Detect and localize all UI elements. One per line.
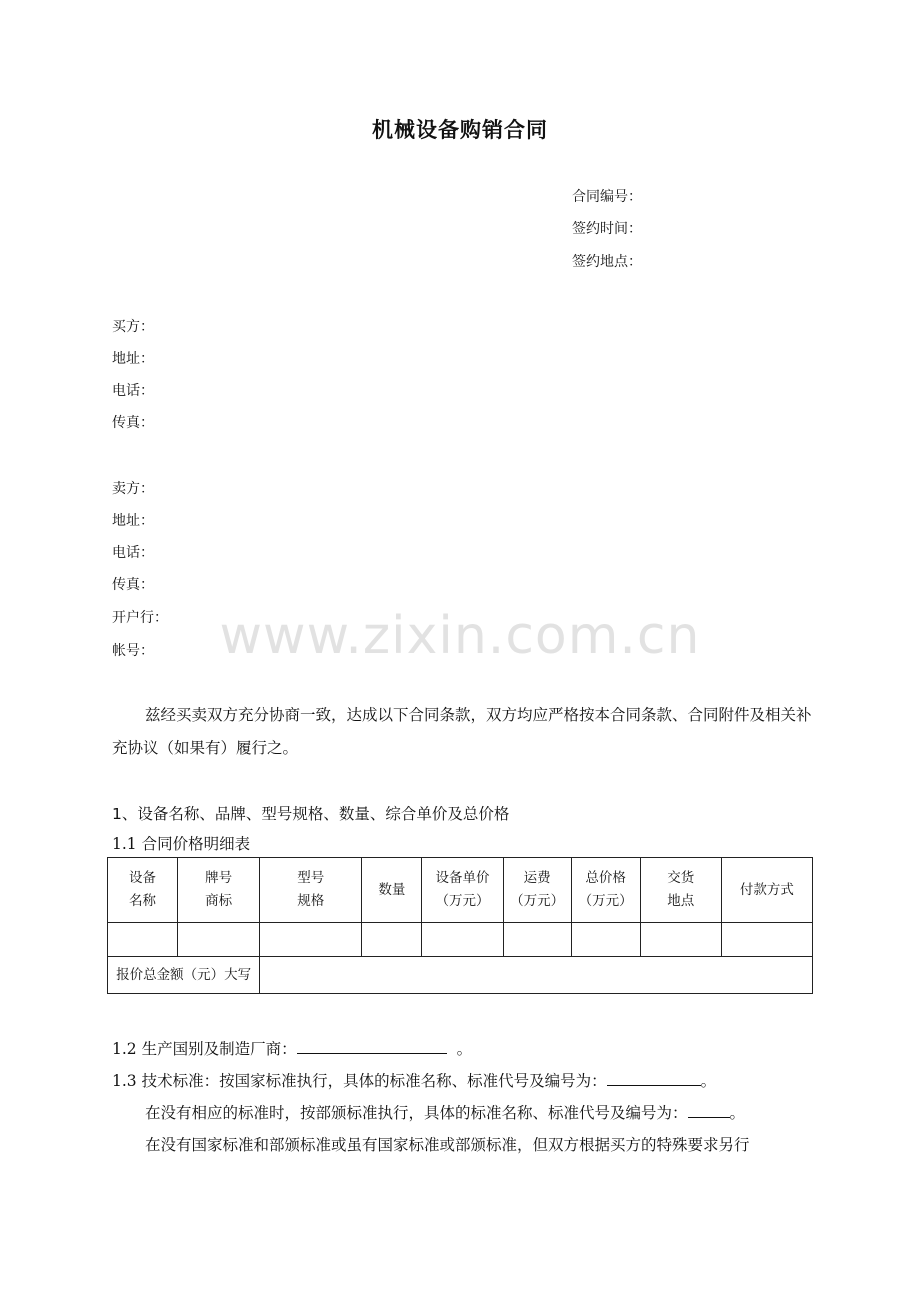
clause-1-2-text: 1.2 生产国别及制造厂商：	[112, 1040, 297, 1058]
seller-bank-label: 开户行：	[112, 610, 168, 626]
clause-1-3-line-2	[145, 1103, 745, 1123]
header-delivery-place: 交货 地点	[640, 858, 721, 923]
clause-1-3-text: 1.3 技术标准：按国家标准执行，具体的标准名称、标准代号及编号为：	[112, 1072, 607, 1090]
clause-1-3-line-2-text: 在没有相应的标准时，按部颁标准执行，具体的标准名称、标准代号及编号为：	[145, 1104, 688, 1122]
manufacturer-blank[interactable]	[297, 1039, 447, 1054]
intro-paragraph: 兹经买卖双方充分协商一致，达成以下合同条款，双方均应严格按本合同条款、合同附件及相关补充协议（如果有）履行之。	[112, 706, 812, 757]
header-equipment-name: 设备 名称	[108, 858, 178, 923]
buyer-name-label: 买方：	[112, 319, 154, 335]
sign-place-label: 签约地点：	[572, 254, 642, 270]
ministry-standard-blank[interactable]	[688, 1103, 730, 1118]
seller-name-label: 卖方：	[112, 481, 154, 497]
table-cell[interactable]	[422, 923, 503, 957]
table-cell[interactable]	[571, 923, 640, 957]
buyer-phone-label: 电话：	[112, 383, 154, 399]
table-cell[interactable]	[721, 923, 812, 957]
table-cell[interactable]	[108, 923, 178, 957]
header-model: 型号 规格	[260, 858, 362, 923]
table-cell[interactable]	[640, 923, 721, 957]
clause-1-2-end: 。	[456, 1040, 473, 1058]
buyer-fax-label: 传真：	[112, 415, 154, 431]
total-amount-label: 报价总金额（元）大写	[108, 957, 260, 994]
section-1-heading: 1、设备名称、品牌、型号规格、数量、综合单价及总价格	[112, 805, 510, 823]
clause-1-3-end: 。	[700, 1072, 717, 1090]
header-unit-price: 设备单价 （万元）	[422, 858, 503, 923]
table-row	[108, 923, 813, 957]
price-detail-table	[107, 857, 813, 994]
header-brand: 牌号 商标	[178, 858, 260, 923]
watermark: www.zixin.com.cn	[219, 606, 701, 666]
table-cell[interactable]	[178, 923, 260, 957]
buyer-address-label: 地址：	[112, 351, 154, 367]
seller-account-label: 帐号：	[112, 643, 154, 659]
header-payment-method: 付款方式	[721, 858, 812, 923]
sign-time-label: 签约时间：	[572, 221, 642, 237]
header-total-price: 总价格 （万元）	[571, 858, 640, 923]
seller-fax-label: 传真：	[112, 577, 154, 593]
standard-code-blank[interactable]	[607, 1071, 701, 1086]
clause-1-3-line-3: 在没有国家标准和部颁标准或虽有国家标准或部颁标准，但双方根据买方的特殊要求另行	[145, 1136, 750, 1154]
table-cell[interactable]	[260, 923, 362, 957]
total-amount-value[interactable]	[260, 957, 813, 994]
header-freight: 运费 （万元）	[503, 858, 571, 923]
clause-1-3	[112, 1071, 716, 1091]
seller-address-label: 地址：	[112, 513, 154, 529]
clause-1-3-line-2-end: 。	[729, 1104, 746, 1122]
clause-1-2	[112, 1039, 472, 1059]
table-cell[interactable]	[503, 923, 571, 957]
table-header-row	[108, 858, 813, 923]
header-quantity: 数量	[362, 858, 422, 923]
price-table-title: 1.1 合同价格明细表	[112, 835, 251, 853]
seller-phone-label: 电话：	[112, 545, 154, 561]
total-amount-row	[108, 957, 813, 994]
contract-number-label: 合同编号：	[572, 189, 642, 205]
table-cell[interactable]	[362, 923, 422, 957]
page-title: 机械设备购销合同	[372, 118, 548, 142]
